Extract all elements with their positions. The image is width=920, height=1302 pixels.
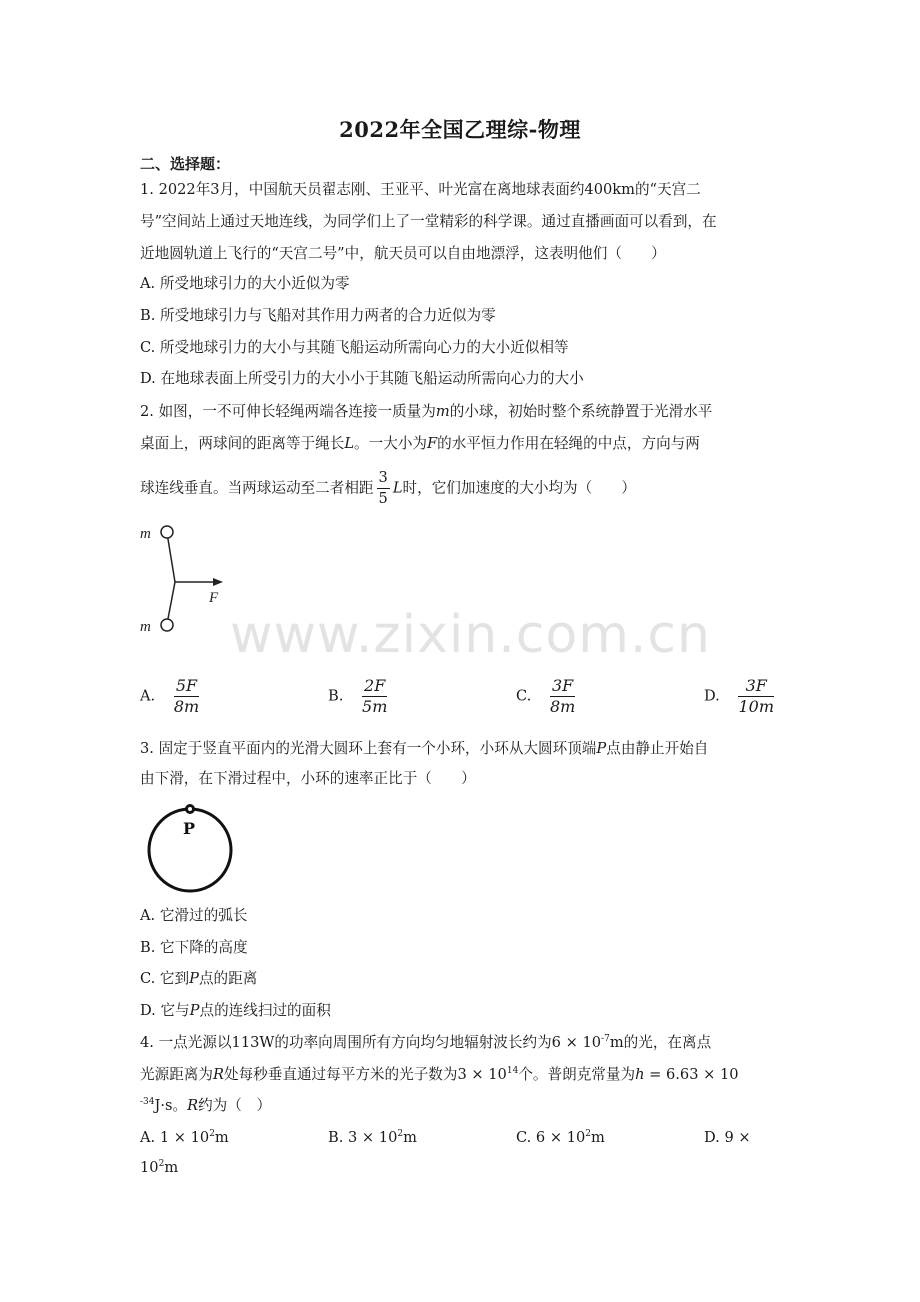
page-title: 2022年全国乙理综-物理	[339, 117, 581, 142]
q1-option-c: C. 所受地球引力的大小与其随飞船运动所需向心力的大小近似相等	[140, 339, 569, 356]
q1-option-d: D. 在地球表面上所受引力的大小小于其随飞船运动所需向心力的大小	[140, 370, 584, 387]
q3-diagram	[140, 796, 240, 896]
q3-option-c: C. 它到P点的距离	[140, 970, 258, 987]
q4-option-a: A. $1 \times 10^2m$	[140, 1129, 229, 1146]
q4-option-d: D. 9 ×	[704, 1129, 751, 1146]
q1-line3: 近地圆轨道上飞行的“天宫二号”中，航天员可以自由地漂浮，这表明他们（ ）	[140, 245, 666, 262]
q4-line2: 光源距离为R处每秒垂直通过每平方米的光子数为$3 \times 10^{14}$个。普朗克常量为h = 6.63 × 10	[140, 1066, 739, 1083]
q4-line3: $^{-34}$J·s。R约为（ ）	[140, 1097, 272, 1114]
section-heading: 二、选择题：	[140, 155, 231, 173]
watermark: www.zixin.com.cn	[230, 605, 711, 665]
q4-option-b: B. $3 \times 10^2m$	[328, 1129, 417, 1146]
q3-option-a: A. 它滑过的弧长	[140, 907, 248, 924]
mass-label-top: m	[140, 526, 151, 542]
q2-line1: 2. 如图，一不可伸长轻绳两端各连接一质量为m的小球，初始时整个系统静置于光滑水平	[140, 403, 713, 420]
q1-option-a: A. 所受地球引力的大小近似为零	[140, 275, 350, 292]
q2-line3: 球连线垂直。当两球运动至二者相距 $\frac{3}{5}$ L时，它们加速度的大小均为（ ）	[140, 469, 637, 507]
q2-line2: 桌面上，两球间的距离等于绳长L。一大小为F的水平恒力作用在轻绳的中点，方向与两	[140, 435, 700, 452]
fraction-three-fifths: $\frac{3}{5}$	[378, 469, 388, 507]
mass-label-bottom: m	[140, 619, 151, 635]
point-p-label: P	[183, 819, 196, 838]
q3-option-b: B. 它下降的高度	[140, 939, 248, 956]
q4-option-d-wrap: $10^2m$	[140, 1159, 179, 1176]
q4-line1: 4. 一点光源以113W的功率向周围所有方向均匀地辐射波长约为$6 \times 10^{-7}m$的光，在离点	[140, 1034, 712, 1051]
q2-option-c: C. $\frac{3F}{8m}$	[516, 676, 576, 716]
q2-diagram	[135, 520, 245, 640]
q3-line1: 3. 固定于竖直平面内的光滑大圆环上套有一个小环，小环从大圆环顶端P点由静止开始自	[140, 740, 709, 757]
q3-option-d: D. 它与P点的连线扫过的面积	[140, 1002, 331, 1019]
q1-line2: 号”空间站上通过天地连线，为同学们上了一堂精彩的科学课。通过直播画面可以看到，在	[140, 213, 717, 230]
q1-line1: 1. 2022年3月，中国航天员翟志刚、王亚平、叶光富在离地球表面约400km的“天宫二	[140, 181, 701, 198]
q4-option-c: C. $6 \times 10^2m$	[516, 1129, 605, 1146]
q2-option-b: B. $\frac{2F}{5m}$	[328, 676, 388, 716]
q2-option-a: A. $\frac{5F}{8m}$	[140, 676, 200, 716]
q2-option-d: D. $\frac{3F}{10m}$	[704, 676, 774, 716]
q3-line2: 由下滑，在下滑过程中，小环的速率正比于（ ）	[140, 770, 476, 787]
force-label: F	[209, 590, 219, 606]
q1-option-b: B. 所受地球引力与飞船对其作用力两者的合力近似为零	[140, 307, 496, 324]
